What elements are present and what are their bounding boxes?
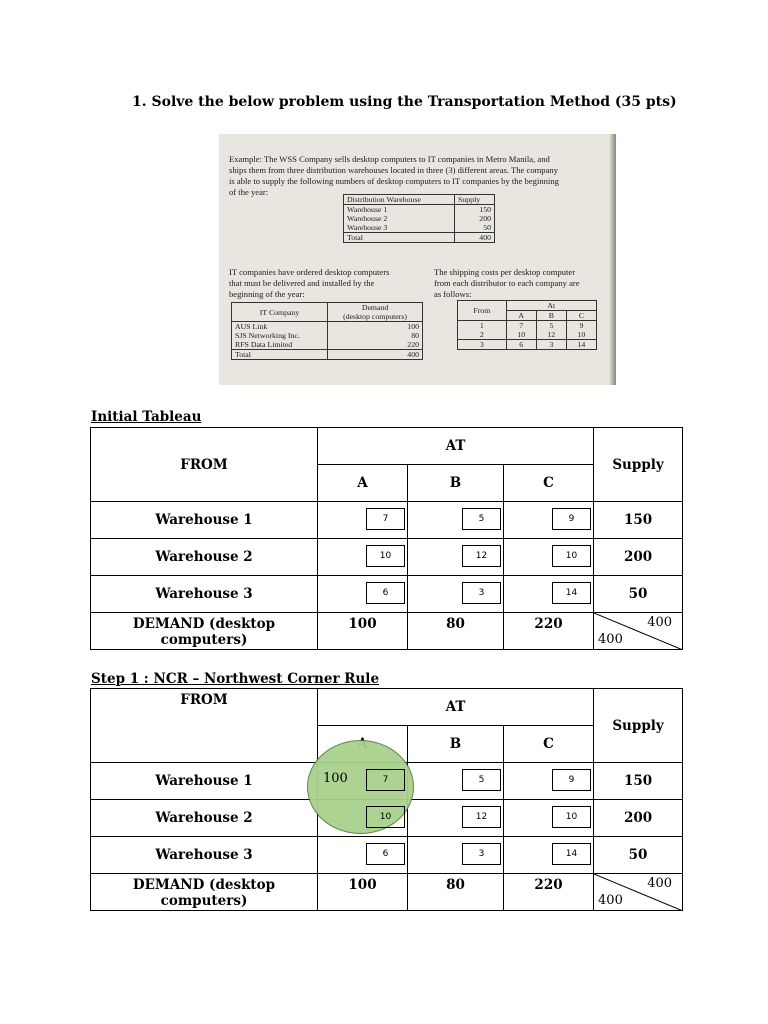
cost-box: 10 (552, 806, 591, 828)
demand-text-3: beginning of the year: (229, 289, 305, 299)
supply-cell: 50 (455, 223, 495, 233)
supply-header-supply: Supply (455, 195, 495, 205)
cost-col-b: B (536, 311, 566, 321)
demand-cell: 80 (328, 331, 423, 340)
table-row (91, 800, 683, 837)
cost-box: 9 (552, 769, 591, 791)
cost-box: 5 (462, 769, 501, 791)
demand-header-demand (328, 303, 423, 322)
problem-title: 1. Solve the below problem using the Transportation Method (35 pts) (132, 94, 677, 110)
cell-w2-b[interactable] (408, 539, 504, 576)
cell-w2-a[interactable] (318, 800, 408, 837)
cost-cell: 12 (536, 330, 566, 340)
cost-cell: 3 (536, 340, 566, 350)
demand-b: 80 (408, 613, 504, 650)
demand-cell: AUS Link (232, 322, 328, 332)
cost-box: 12 (462, 806, 501, 828)
cell-w2-c[interactable] (504, 539, 594, 576)
row-label-warehouse-2: Warehouse 2 (91, 539, 318, 576)
supply-header: Supply (594, 428, 683, 502)
cell-w3-b[interactable] (408, 576, 504, 613)
cost-box: 6 (366, 582, 405, 604)
supply-w3: 50 (594, 576, 683, 613)
cell-w2-c[interactable] (504, 800, 594, 837)
demand-label: DEMAND (desktop computers) (91, 613, 318, 650)
supply-cell: 150 (455, 205, 495, 215)
cost-cell: 10 (506, 330, 536, 340)
initial-tableau-heading: Initial Tableau (91, 409, 202, 425)
cell-w1-a[interactable] (318, 763, 408, 800)
cell-w2-a[interactable] (318, 539, 408, 576)
demand-cell: Total (232, 350, 328, 360)
demand-text-2: that must be delivered and installed by the (229, 278, 375, 288)
demand-cell: 100 (328, 322, 423, 332)
demand-header-demand-text: Demand (361, 303, 389, 312)
initial-tableau-table (90, 427, 683, 650)
demand-row (91, 874, 683, 911)
cost-cell: 1 (458, 321, 507, 331)
allocation-w1-a: 100 (323, 771, 348, 786)
table-row (91, 576, 683, 613)
demand-cell: 220 (328, 340, 423, 350)
cell-w1-b[interactable] (408, 763, 504, 800)
demand-a: 100 (318, 874, 408, 911)
step1-heading: Step 1 : NCR – Northwest Corner Rule (91, 671, 380, 687)
supply-cell: Warehouse 3 (344, 223, 455, 233)
cost-box: 7 (366, 508, 405, 530)
cost-box: 14 (552, 843, 591, 865)
from-header: FROM (91, 428, 318, 502)
cost-box: 10 (366, 545, 405, 567)
supply-cell: 200 (455, 214, 495, 223)
row-label-warehouse-2: Warehouse 2 (91, 800, 318, 837)
cost-cell: 5 (536, 321, 566, 331)
cost-col-a: A (506, 311, 536, 321)
supply-cell: Warehouse 1 (344, 205, 455, 215)
total-supply: 400 (647, 615, 673, 630)
cost-box: 12 (462, 545, 501, 567)
cost-cell: 9 (566, 321, 596, 331)
step1-table (90, 688, 683, 911)
cell-w2-b[interactable] (408, 800, 504, 837)
cost-text-1: The shipping costs per desktop computer (434, 267, 576, 277)
total-demand: 400 (598, 893, 623, 908)
row-label-warehouse-3: Warehouse 3 (91, 576, 318, 613)
demand-a: 100 (318, 613, 408, 650)
supply-table (343, 194, 495, 243)
column-c-header: C (504, 726, 594, 763)
cost-box: 5 (462, 508, 501, 530)
cost-box: 3 (462, 582, 501, 604)
total-supply: 400 (647, 876, 673, 891)
demand-c: 220 (504, 613, 594, 650)
from-header: FROM (91, 689, 318, 763)
cost-box: 10 (552, 545, 591, 567)
example-line-4: of the year: (229, 187, 269, 197)
supply-cell: Warehouse 2 (344, 214, 455, 223)
supply-cell: 400 (455, 233, 495, 243)
cell-w3-a[interactable] (318, 576, 408, 613)
demand-cell: 400 (328, 350, 423, 360)
cost-cell: 7 (506, 321, 536, 331)
row-label-warehouse-1: Warehouse 1 (91, 502, 318, 539)
demand-header-unit: (desktop computers) (343, 312, 407, 321)
row-label-warehouse-3: Warehouse 3 (91, 837, 318, 874)
row-label-warehouse-1: Warehouse 1 (91, 763, 318, 800)
supply-w2: 200 (594, 800, 683, 837)
table-row (91, 539, 683, 576)
cost-col-c: C (566, 311, 596, 321)
demand-row (91, 613, 683, 650)
cell-w3-a[interactable] (318, 837, 408, 874)
cost-table (457, 300, 597, 350)
cell-w1-a[interactable] (318, 502, 408, 539)
cost-text-3: as follows: (434, 289, 472, 299)
cost-box: 10 (366, 806, 405, 828)
demand-b: 80 (408, 874, 504, 911)
cost-text-2: from each distributor to each company are (434, 278, 580, 288)
cell-w3-c[interactable] (504, 576, 594, 613)
at-header: AT (318, 428, 594, 465)
cost-header-at: At (506, 301, 596, 311)
cost-cell: 6 (506, 340, 536, 350)
demand-c: 220 (504, 874, 594, 911)
totals-cell (594, 613, 683, 650)
cell-w3-b[interactable] (408, 837, 504, 874)
cost-cell: 10 (566, 330, 596, 340)
demand-table (231, 302, 423, 360)
at-header: AT (318, 689, 594, 726)
cell-w3-c[interactable] (504, 837, 594, 874)
totals-cell (594, 874, 683, 911)
cost-cell: 14 (566, 340, 596, 350)
cost-box: 3 (462, 843, 501, 865)
scanned-problem-image (219, 134, 616, 385)
cell-w1-b[interactable] (408, 502, 504, 539)
total-demand: 400 (598, 632, 623, 647)
demand-header-company: IT Company (232, 303, 328, 322)
supply-w1: 150 (594, 763, 683, 800)
table-row (91, 763, 683, 800)
table-row (91, 837, 683, 874)
supply-header-warehouse: Distribution Warehouse (344, 195, 455, 205)
example-line-3: is able to supply the following numbers of desktop computers to IT companies by the beginning (229, 176, 559, 186)
cost-header-from: From (458, 301, 507, 321)
demand-text-1: IT companies have ordered desktop computers (229, 267, 390, 277)
table-row (91, 502, 683, 539)
cost-box: 7 (366, 769, 405, 791)
cell-w1-c[interactable] (504, 502, 594, 539)
column-c-header: C (504, 465, 594, 502)
column-b-header: B (408, 465, 504, 502)
demand-label: DEMAND (desktop computers) (91, 874, 318, 911)
cost-box: 6 (366, 843, 405, 865)
supply-w3: 50 (594, 837, 683, 874)
column-b-header: B (408, 726, 504, 763)
supply-w2: 200 (594, 539, 683, 576)
supply-cell: Total (344, 233, 455, 243)
cost-box: 9 (552, 508, 591, 530)
example-line-2: ships them from three distribution warehouses located in three (3) different areas. The company (229, 165, 559, 175)
cost-cell: 3 (458, 340, 507, 350)
scan-page-edge (610, 134, 616, 385)
column-a-header: A (318, 465, 408, 502)
supply-w1: 150 (594, 502, 683, 539)
demand-cell: RFS Data Limited (232, 340, 328, 350)
cost-cell: 2 (458, 330, 507, 340)
demand-cell: SJS Networking Inc. (232, 331, 328, 340)
example-line-1: Example: The WSS Company sells desktop computers to IT companies in Metro Manila, and (229, 154, 550, 164)
supply-header: Supply (594, 689, 683, 763)
cost-box: 14 (552, 582, 591, 604)
cell-w1-c[interactable] (504, 763, 594, 800)
